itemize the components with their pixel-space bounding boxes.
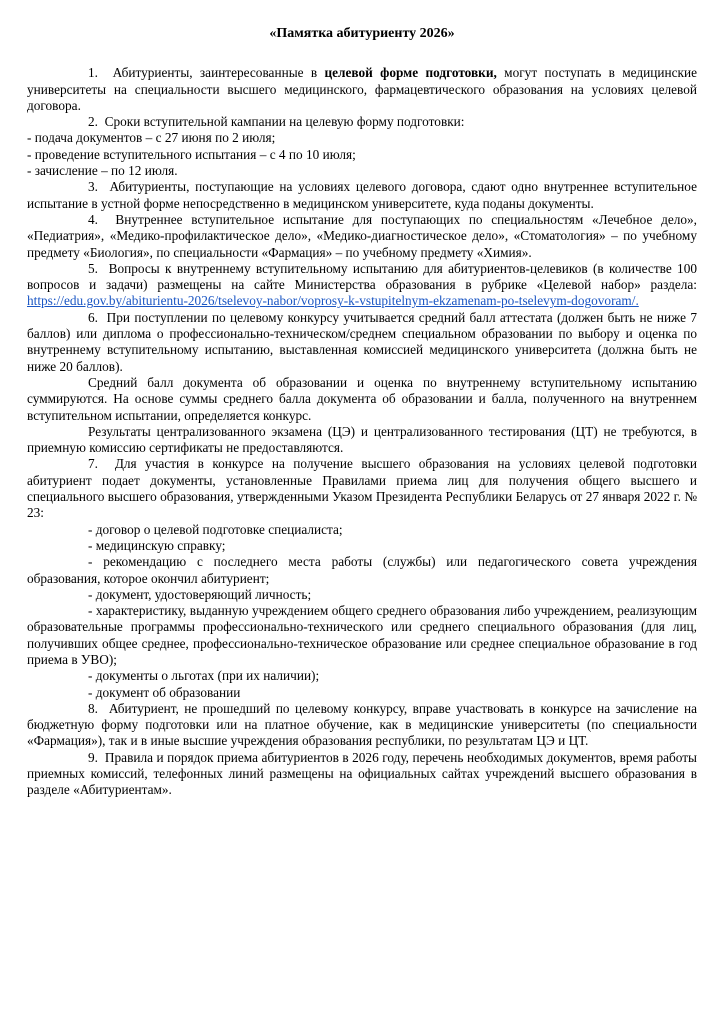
item-7-list-item: - документ об образовании — [88, 684, 241, 700]
item-9: 9. Правила и порядок приема абитуриентов в 2026 году, перечень необходимых документов, время работы приемных комиссий, телефонных линий размещены на официальных сайтах учреждений высшего образования в разделе «Абитуриентам». — [27, 749, 697, 798]
item-1-text: 1. Абитуриенты, заинтересованные в — [88, 65, 325, 81]
item-6: 6. При поступлении по целевому конкурсу учитывается средний балл аттестата (должен быть не ниже 7 баллов) или диплома о профессионально-техническом/среднем специальном образовании по выбору и оценка по внутреннему вступительному испытанию, выставленная комиссией медицинского университета (должна быть не ниже 20 баллов). — [27, 309, 697, 374]
item-7-list-item: - документ, удостоверяющий личность; — [88, 586, 312, 602]
item-1 — [27, 65, 697, 114]
item-8: 8. Абитуриент, не прошедший по целевому конкурсу, вправе участвовать в конкурсе на зачисление на бюджетную форму подготовки или на платное обучение, как в медицинские университеты (по специальности «Фармация»), так и в иные высшие учреждения образования республики, по результатам ЦЭ и ЦТ. — [27, 700, 697, 749]
item-7-list-item: - медицинскую справку; — [88, 537, 226, 553]
item-7: 7. Для участия в конкурсе на получение высшего образования на условиях целевой подготовки абитуриент подает документы, установленные Правилами приема лиц для получения общего высшего и специального высшего образования, утвержденными Указом Президента Республики Беларусь от 27 января 2022 г. № 23: — [27, 456, 697, 521]
item-1-text-end: могут поступать в медицинские университеты на специальности высшего медицинского, фармацевтического образования на условиях целевой договора. — [27, 65, 698, 113]
item-5-text: 5. Вопросы к внутреннему вступительному испытанию для абитуриентов-целевиков (в количестве 100 вопросов и задачи) размещены на сайте Министерства образования в рубрике «Целевой набор» раздела: — [27, 260, 697, 293]
item-7-list-item: - договор о целевой подготовке специалиста; — [88, 521, 343, 537]
item-3: 3. Абитуриенты, поступающие на условиях целевого договора, сдают одно внутреннее вступительное испытание в устной форме непосредственно в медицинском университете, куда поданы документы. — [27, 179, 697, 211]
item-7-list-item: - документы о льготах (при их наличии); — [88, 668, 320, 684]
item-5 — [27, 261, 697, 310]
document-title: «Памятка абитуриенту 2026» — [269, 26, 455, 41]
item-7-list-item: - рекомендацию с последнего места работы (службы) или педагогического совета учреждения образования, которое окончил абитуриент; — [27, 554, 697, 586]
questions-link[interactable]: https://edu.gov.by/abiturientu-2026/tselevoy-nabor/voprosy-k-vstupitelnym-ekzamenam-po-tselevym-dogovoram/. — [27, 293, 639, 309]
item-6-paragraph-2: Средний балл документа об образовании и оценка по внутреннему вступительному испытанию суммируются. На основе суммы среднего балла документа об образовании и балла, полученного на внутреннем вступительном испытании, определяется конкурс. — [27, 374, 697, 423]
item-6-paragraph-3: Результаты централизованного экзамена (ЦЭ) и централизованного тестирования (ЦТ) не требуются, в приемную комиссию сертификаты не предоставляются. — [27, 423, 697, 456]
item-2-list-item: - проведение вступительного испытания – с 4 по 10 июля; — [27, 146, 356, 162]
item-2-list-item: - зачисление – по 12 июля. — [27, 163, 178, 179]
item-7-list-item: - характеристику, выданную учреждением общего среднего образования либо учреждением, реализующим образовательные программы профессионально-технического или среднего специального образования (для лиц, получивших общее среднее, профессионально-техническое образование или среднее специальное образование в год приема в УВО); — [27, 603, 697, 667]
item-2: 2. Сроки вступительной кампании на целевую форму подготовки: — [88, 114, 465, 130]
item-4: 4. Внутреннее вступительное испытание для поступающих по специальностям «Лечебное дело», «Педиатрия», «Медико-профилактическое дело», «Медико-диагностическое дело», «Стоматология» – по учебному предмету «Биология», по специальности «Фармация» – по учебному предмету «Химия». — [27, 211, 697, 260]
item-2-list-item: - подача документов – с 27 июня по 2 июля; — [27, 130, 276, 146]
item-1-bold: целевой форме подготовки, — [324, 65, 497, 81]
